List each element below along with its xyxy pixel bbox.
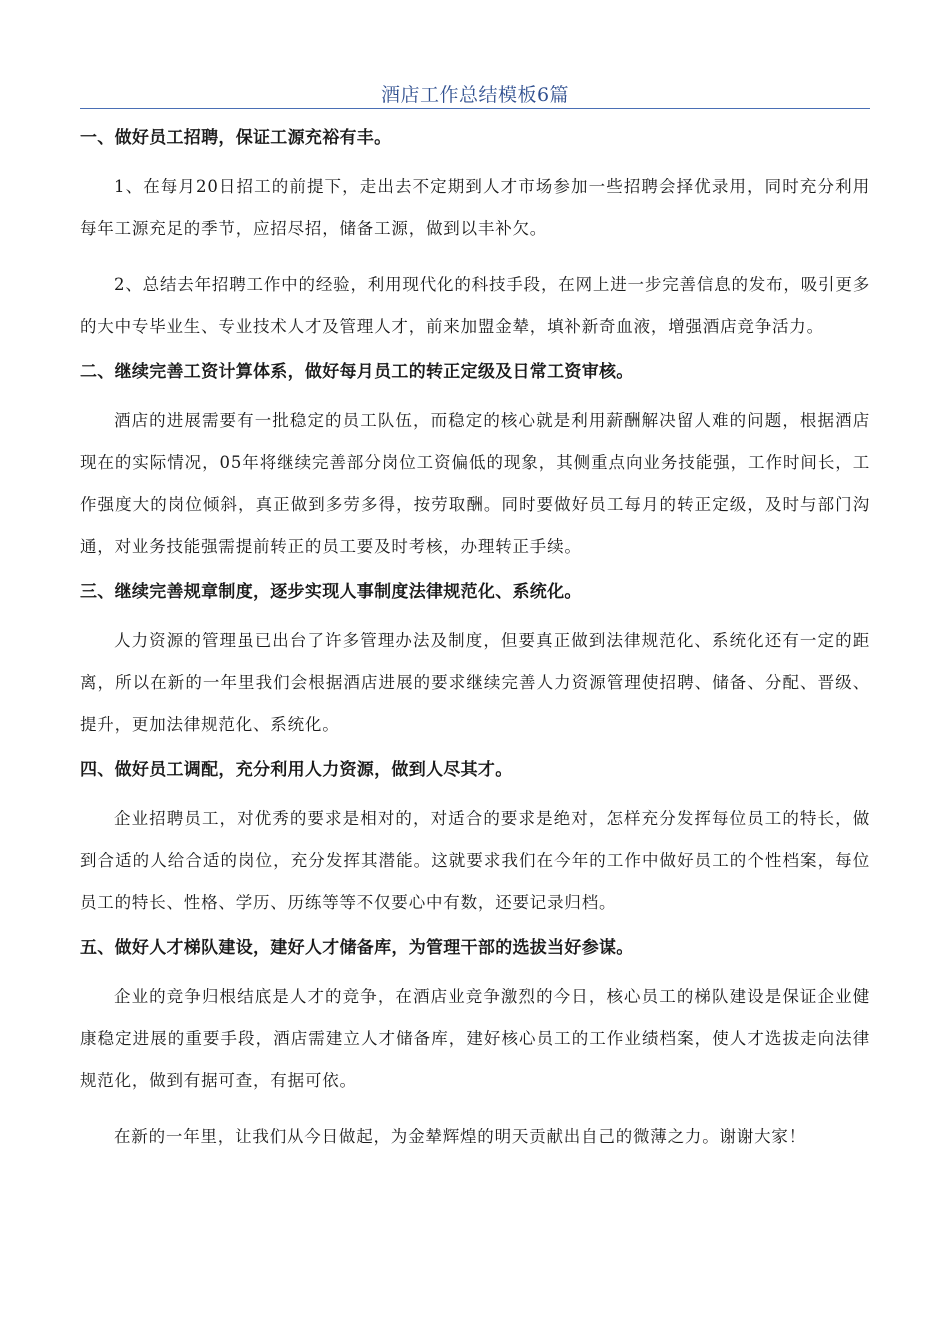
document-page [80,0,870,1146]
document-body [80,124,870,1158]
section-paragraph: 酒店的进展需要有一批稳定的员工队伍，而稳定的核心就是利用薪酬解决留人难的问题，根据酒店现在的实际情况，05年将继续完善部分岗位工资偏低的现象，其侧重点向业务技能强，工作时间长，工作强度大的岗位倾斜，真正做到多劳多得，按劳取酬。同时要做好员工每月的转正定级，及时与部门沟通，对业务技能强需提前转正的员工要及时考核，办理转正手续。 [80,411,870,556]
section-heading: 五、做好人才梯队建设，建好人才储备库，为管理干部的选拔当好参谋。 [80,938,634,958]
document-title: 酒店工作总结模板6篇 [380,84,570,106]
section-5 [80,934,870,1158]
section-heading: 四、做好员工调配，充分利用人力资源，做到人尽其才。 [80,760,513,780]
section-heading: 三、继续完善规章制度，逐步实现人事制度法律规范化、系统化。 [80,582,582,602]
section-paragraph: 1、在每月20日招工的前提下，走出去不定期到人才市场参加一些招聘会择优录用，同时充分利用每年工源充足的季节，应招尽招，储备工源，做到以丰补欠。 [80,177,870,238]
section-2 [80,358,870,578]
section-1 [80,124,870,358]
closing-paragraph: 在新的一年里，让我们从今日做起，为金辇辉煌的明天贡献出自己的微薄之力。谢谢大家！ [114,1127,806,1146]
section-paragraph: 企业的竞争归根结底是人才的竞争，在酒店业竞争激烈的今日，核心员工的梯队建设是保证企业健康稳定进展的重要手段，酒店需建立人才储备库，建好核心员工的工作业绩档案，使人才选拔走向法律规范化，做到有据可查，有据可依。 [80,987,870,1090]
section-heading: 一、做好员工招聘，保证工源充裕有丰。 [80,128,392,148]
section-heading: 二、继续完善工资计算体系，做好每月员工的转正定级及日常工资审核。 [80,362,634,382]
section-3 [80,578,870,756]
page-header [80,0,870,111]
section-4 [80,756,870,934]
section-paragraph: 企业招聘员工，对优秀的要求是相对的，对适合的要求是绝对，怎样充分发挥每位员工的特长，做到合适的人给合适的岗位，充分发挥其潜能。这就要求我们在今年的工作中做好员工的个性档案，每位员工的特长、性格、学历、历练等等不仅要心中有数，还要记录归档。 [80,809,870,912]
section-paragraph: 2、总结去年招聘工作中的经验，利用现代化的科技手段，在网上进一步完善信息的发布，吸引更多的大中专毕业生、专业技术人才及管理人才，前来加盟金辇，填补新奇血液，增强酒店竞争活力。 [80,275,870,336]
section-paragraph: 人力资源的管理虽已出台了许多管理办法及制度，但要真正做到法律规范化、系统化还有一定的距离，所以在新的一年里我们会根据酒店进展的要求继续完善人力资源管理使招聘、储备、分配、晋级、提升，更加法律规范化、系统化。 [80,631,870,734]
header-divider [80,108,870,109]
